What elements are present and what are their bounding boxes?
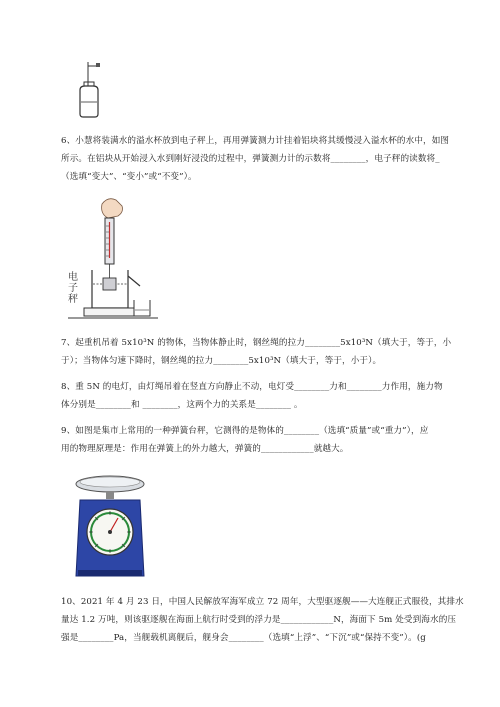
q7-line-2: 于）；当物体匀速下降时，钢丝绳的拉力________5x10³N（填大于，等于，小于）。	[61, 356, 382, 366]
q6-line-2: 所示。在铝块从开始浸入水到刚好浸没的过程中，弹簧测力计的示数将________，电子秤的读数将_	[61, 154, 440, 164]
q10-line-1: 10、2021 年 4 月 23 日，中国人民解放军海军成立 72 周年，大型驱逐舰——大连舰正式服役，其排水	[61, 597, 464, 607]
q10-line-2: 量达 1.2 万吨，则该驱逐舰在海面上航行时受到的浮力是____________N，海面下 5m 处受到海水的压	[61, 615, 457, 625]
flask-figure	[72, 60, 108, 120]
q7-line-1: 7、起重机吊着 5x10³N 的物体，当物体静止时，钢丝绳的拉力________5x10³N（填大于，等于，小	[61, 338, 452, 348]
q6-line-1: 6、小慧将装满水的溢水杯放到电子秤上，再用弹簧测力计挂着铝块将其缓慢浸入溢水杯的水中，如图	[61, 136, 450, 146]
q8-line-1: 8、重 5N 的电灯，由灯绳吊着在竖直方向静止不动，电灯受________力和________力作用，施力物	[61, 382, 443, 392]
q9-line-2: 用的物理原理是：作用在弹簧上的外力越大，弹簧的____________就越大。	[61, 444, 349, 454]
q8-line-2: 体分别是________和 ________，这两个力的关系是________ 。	[61, 400, 303, 410]
q6-line-3: （选填“变大”、“变小”或“不变”）。	[61, 172, 197, 182]
q10-line-3: 强是________Pa，当舰载机离舰后，舰身会________（选填“上浮”、“下沉”或“保持不变”）。(g	[61, 633, 426, 643]
platform-scale-figure	[70, 470, 150, 582]
spring-scale-figure	[68, 196, 160, 324]
q9-line-1: 9、如图是集市上常用的一种弹簧台秤，它测得的是物体的________（选填“质量”或“重力”），应	[61, 426, 429, 436]
electronic-scale-label: 电子秤	[68, 272, 78, 305]
